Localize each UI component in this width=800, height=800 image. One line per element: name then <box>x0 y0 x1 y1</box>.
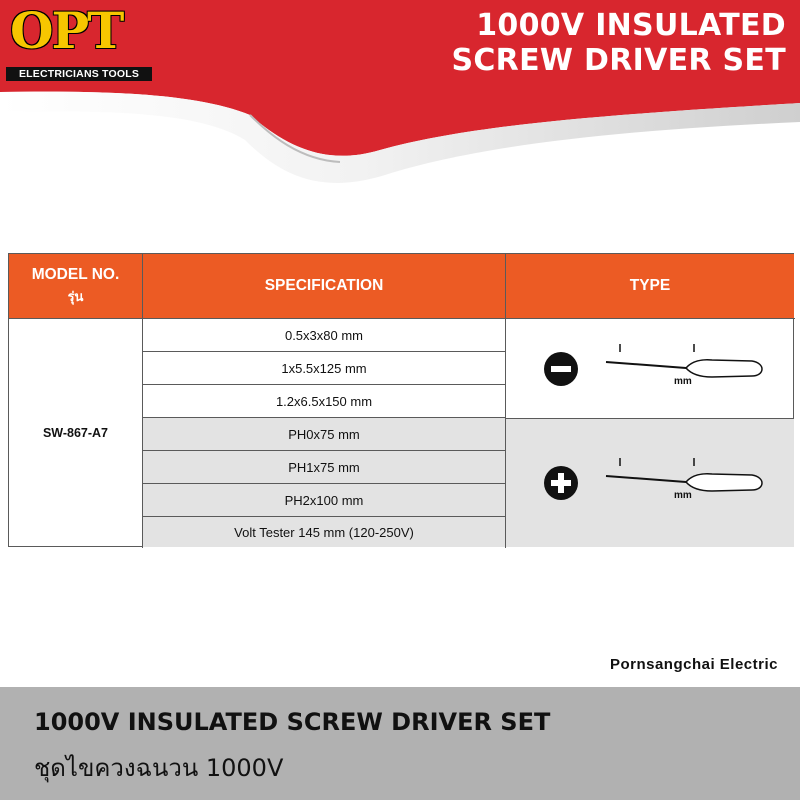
table-row: 1x5.5x125 mm <box>143 352 505 385</box>
table-row: 0.5x3x80 mm <box>143 319 505 352</box>
type-cell-slotted <box>506 319 794 418</box>
header-title <box>426 8 786 78</box>
column-header-type: TYPE <box>506 254 794 318</box>
table-row: Volt Tester 145 mm (120-250V) <box>143 517 505 547</box>
column-header-model-line2: รุ่น <box>67 289 84 305</box>
logo-mark: OPT <box>10 1 123 60</box>
unit-label: mm <box>674 490 692 501</box>
model-cell: SW-867-A7 <box>42 426 109 440</box>
spec-table <box>8 253 794 547</box>
logo-subtitle: ELECTRICIANS TOOLS <box>6 67 152 81</box>
type-cell-phillips <box>506 419 794 547</box>
footer-title: 1000V INSULATED SCREW DRIVER SET <box>34 708 551 736</box>
credit-text: Pornsangchai Electric <box>609 656 778 673</box>
header-title-line2: SCREW DRIVER SET <box>451 43 786 78</box>
slotted-icon <box>506 319 794 418</box>
footer-thai-title: ชุดไขควงฉนวน 1000V <box>34 754 284 782</box>
column-header-model <box>9 254 142 318</box>
table-row: PH1x75 mm <box>143 451 505 484</box>
column-header-model-line1: MODEL NO. <box>31 265 120 283</box>
header-banner <box>0 0 800 200</box>
brand-logo <box>6 1 152 80</box>
header-title-line1: 1000V INSULATED <box>476 8 786 43</box>
phillips-icon <box>506 419 794 547</box>
table-row: PH2x100 mm <box>143 484 505 517</box>
unit-label: mm <box>674 376 692 387</box>
table-row: 1.2x6.5x150 mm <box>143 385 505 418</box>
column-header-specification: SPECIFICATION <box>143 254 505 318</box>
table-row: PH0x75 mm <box>143 418 505 451</box>
